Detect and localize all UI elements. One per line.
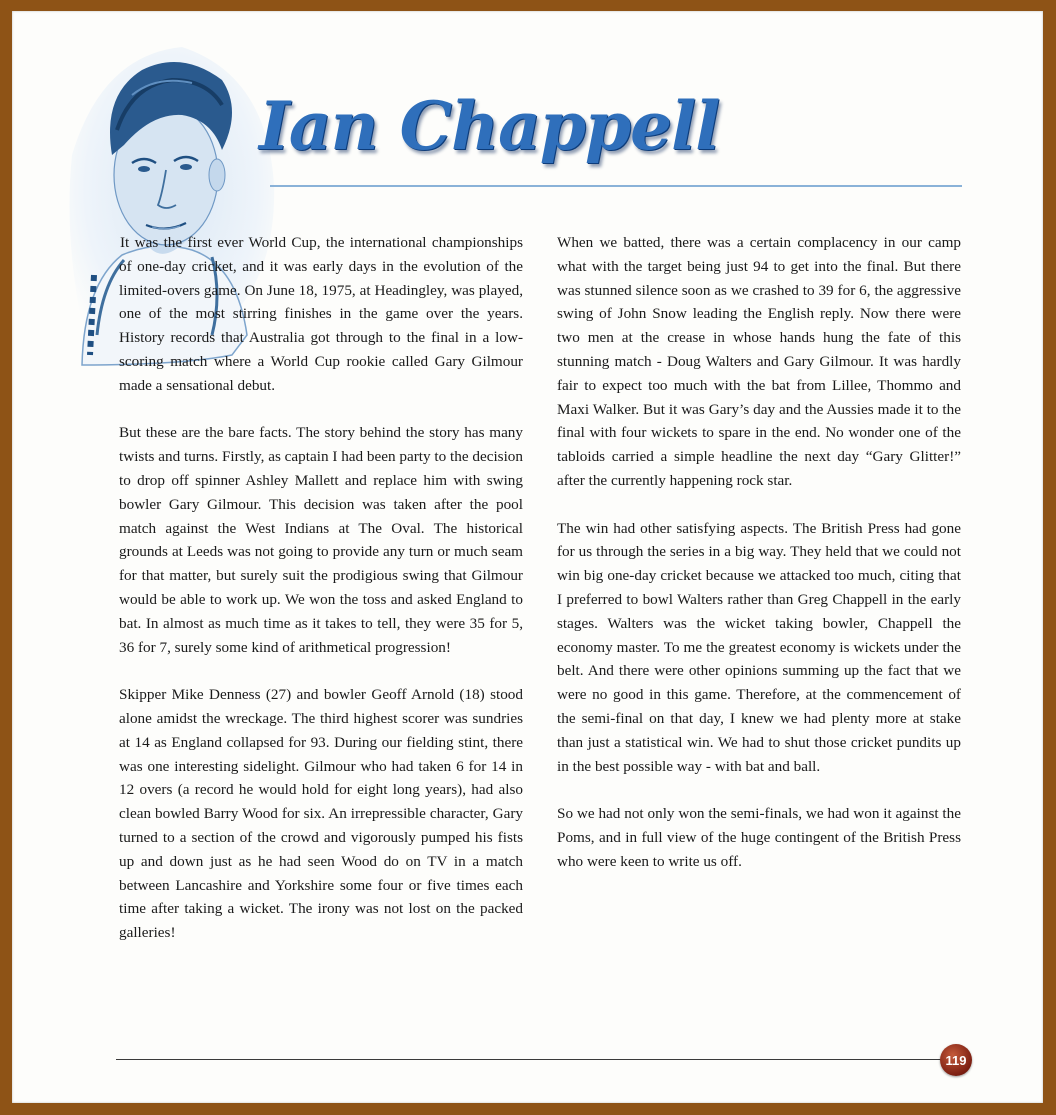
left-paragraph-3: Skipper Mike Denness (27) and bowler Geoff Arnold (18) stood alone amidst the wreckage. The third highest scorer was sundries at 14 as England collapsed for 93. During our fielding stint, there was one interesting sidelight. Gilmour who had taken 6 for 14 in 12 overs (a record he would hold for eight long years), had also clean bowled Barry Wood for six. An irrepressible character, Gary turned to a section of the crowd and vigorously pumped his fists up and down just as he had seen Wood do on TV in a match between Lancashire and Yorkshire some four or five times each time after taking a wicket. The irony was not lost on the packed galleries! bbox=[119, 686, 523, 942]
right-paragraph-1: When we batted, there was a certain complacency in our camp what with the target being just 94 to get into the final. But there was stunned silence soon as we crashed to 39 for 6, the aggressive swing of John Snow leading the English reply. Now there were two men at the crease in whose hands hung the fate of this stunning match - Doug Walters and Gary Gilmour. It was hardly fair to expect too much with the bat from Lillee, Thommo and Maxi Walker. But it was Gary’s day and the Aussies made it to the final with four wickets to spare in the end. No wonder one of the tabloids carried a simple headline the next day “Gary Glitter!” after the currently happening rock star. bbox=[557, 234, 961, 489]
right-paragraph-3: So we had not only won the semi-finals, we had won it against the Poms, and in full view of the huge contingent of the British Press who were keen to write us off. bbox=[557, 805, 961, 870]
right-column bbox=[557, 231, 961, 897]
book-page bbox=[12, 11, 1043, 1103]
title-underline bbox=[270, 185, 962, 187]
page-number-badge: 119 bbox=[940, 1044, 972, 1076]
left-paragraph-1: It was the first ever World Cup, the international championships of one-day cricket, and it was early days in the evolution of the limited-overs game. On June 18, 1975, at Headingley, was played, one of the most stirring finishes in the game over the years. History records that Australia got through to the final in a low-scoring match where a World Cup rookie called Gary Gilmour made a sensational debut. bbox=[119, 234, 523, 394]
left-column bbox=[119, 231, 523, 969]
right-paragraph-2: The win had other satisfying aspects. The British Press had gone for us through the series in a big way. They held that we could not win big one-day cricket because we attacked too much, citing that I preferred to bowl Walters rather than Greg Chappell in the early stages. Walters was the wicket taking bowler, Chappell the economy master. To me the greatest economy is wickets under the belt. And there were other opinions summing up the fact that we were no good in this game. Therefore, at the commencement of the semi-final on that day, I knew we had plenty more at stake than just a statistical win. We had to shut those cricket pundits up in the best possible way - with bat and ball. bbox=[557, 519, 961, 775]
left-paragraph-2: But these are the bare facts. The story behind the story has many twists and turns. Firstly, as captain I had been party to the decision to drop off spinner Ashley Mallett and replace him with swing bowler Gary Gilmour. This decision was taken after the pool match against the West Indians at The Oval. The historical grounds at Leeds was not going to provide any turn or much seam for that matter, but surely suit the prodigious swing that Gilmour would be able to work up. We won the toss and asked England to bat. In almost as much time as it takes to tell, they were 35 for 5, 36 for 7, surely some kind of arithmetical progression! bbox=[119, 424, 523, 656]
page-title: Ian Chappell bbox=[259, 87, 720, 165]
footer-rule bbox=[116, 1059, 956, 1060]
